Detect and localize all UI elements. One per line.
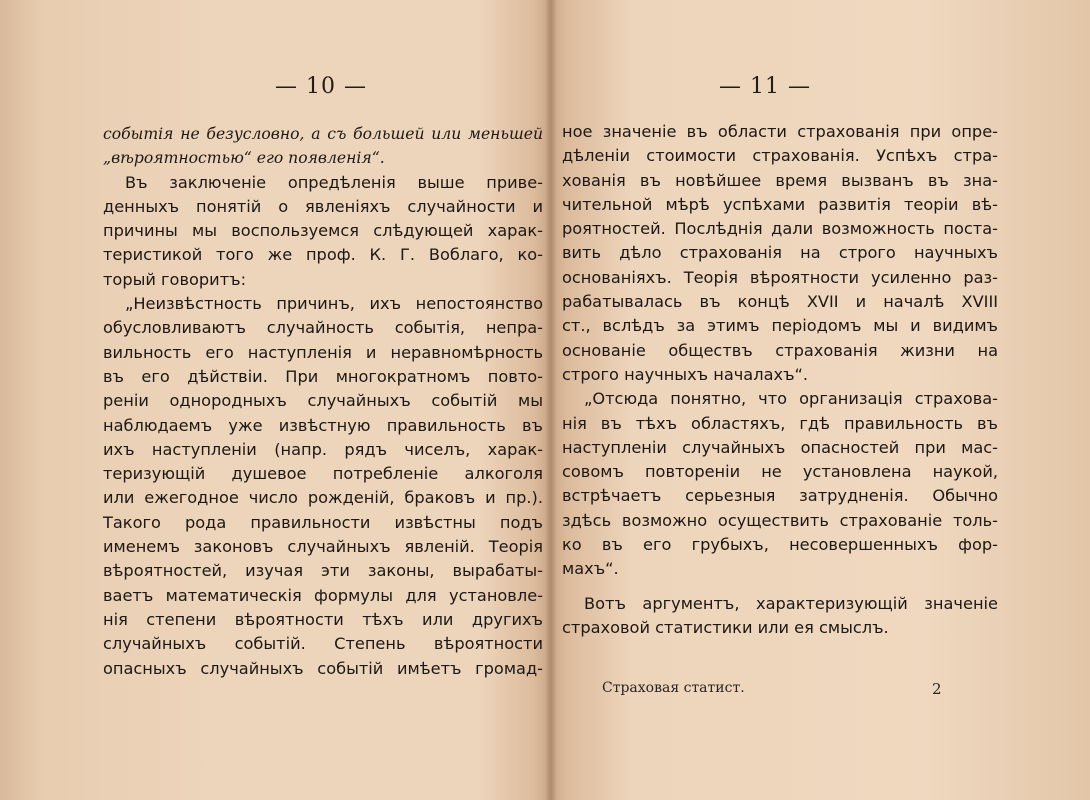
- left-page-text: [103, 122, 543, 681]
- text-line: ваетъ математическія формулы для установле-: [103, 585, 543, 605]
- text-line: наступленіи случайныхъ опасностей при мас-: [562, 437, 998, 457]
- right-page-number: — 11 —: [719, 74, 811, 99]
- text-line: обусловливаютъ случайность событія, непра-: [103, 318, 543, 338]
- left-page-number: — 10 —: [275, 74, 367, 99]
- text-line: вить дѣло страхованія на строго научныхъ: [562, 243, 998, 263]
- text-line: ное значеніе въ области страхованія при опре-: [562, 122, 998, 141]
- text-line: причины мы воспользуемся слѣдующей харак-: [103, 221, 543, 241]
- text-line: теризующій душевое потребленіе алкоголя: [103, 464, 543, 484]
- text-line: или ежегодное число рожденій, браковъ и пр.).: [103, 488, 543, 508]
- text-line: вѣроятностей, изучая эти законы, вырабаты-: [103, 561, 543, 581]
- text-line: „Отсюда понятно, что организація страхова-: [584, 389, 998, 409]
- text-line: денныхъ понятій о явленіяхъ случайности и: [103, 196, 543, 216]
- right-page-text: [562, 120, 998, 640]
- text-line: „Неизвѣстность причинъ, ихъ непостоянство: [125, 294, 543, 314]
- text-line: опасныхъ случайныхъ событій имѣетъ громад-: [103, 658, 543, 678]
- text-line: совомъ повтореніи не установлена наукой,: [562, 462, 998, 482]
- footer-sheet-number: 2: [932, 680, 942, 698]
- text-line: махъ“.: [562, 559, 619, 579]
- text-line: дѣленіи стоимости страхованія. Успѣхъ стра-: [562, 146, 998, 166]
- text-line: строго научныхъ началахъ“.: [562, 364, 809, 384]
- text-line: торый говоритъ:: [103, 269, 247, 289]
- text-line: вильность его наступленія и неравномѣрность: [103, 342, 543, 362]
- text-line: чительной мѣрѣ успѣхами развитія теоріи вѣ-: [562, 194, 998, 214]
- text-line: случайныхъ событій. Степень вѣроятности: [103, 634, 543, 654]
- text-line: въ его дѣйствіи. При многократномъ повто-: [103, 366, 543, 386]
- text-line: наблюдаемъ уже извѣстную правильность въ: [103, 415, 543, 435]
- text-line: событія не безусловно, а съ большей или меньшей: [103, 125, 543, 143]
- text-line: Такого рода правильности извѣстны подъ: [103, 512, 543, 532]
- text-line: здѣсь возможно осуществить страхованіе толь-: [562, 510, 998, 530]
- text-line: роятностей. Послѣднія дали возможность поста-: [562, 219, 998, 239]
- text-line: ко въ его грубыхъ, несовершенныхъ фор-: [562, 535, 998, 555]
- text-line: нія степени вѣроятности тѣхъ или другихъ: [103, 609, 543, 629]
- text-line: страховой статистики или ея смыслъ.: [562, 617, 889, 637]
- text-line: теристикой того же проф. К. Г. Воблаго, ко-: [103, 245, 543, 265]
- text-line: ст., вслѣдъ за этимъ періодомъ мы и видимъ: [562, 316, 998, 336]
- right-page: [552, 0, 1090, 800]
- text-line: реніи однородныхъ случайныхъ событій мы: [103, 391, 543, 411]
- text-line: встрѣчаетъ серьезныя затрудненія. Обычно: [562, 486, 998, 506]
- text-line: нія въ тѣхъ областяхъ, гдѣ правильность въ: [562, 413, 998, 433]
- text-line: хованія въ новѣйшее время вызванъ въ зна-: [562, 170, 998, 190]
- text-line: „вѣроятностью“ его появленія“.: [103, 149, 385, 168]
- footer-signature-title: Страховая статист.: [602, 680, 745, 696]
- text-line: рабатывалась въ концѣ XVII и началѣ XVIII: [562, 292, 998, 312]
- text-line: Въ заключеніе опредѣленія выше приве-: [125, 172, 543, 192]
- text-line: основаніяхъ. Теорія вѣроятности усиленно раз-: [562, 267, 998, 287]
- text-line: основаніе обществъ страхованія жизни на: [562, 340, 998, 360]
- text-line: ихъ наступленіи (напр. рядъ чиселъ, харак-: [103, 439, 543, 459]
- text-line: именемъ законовъ случайныхъ явленій. Теорія: [103, 537, 543, 557]
- text-line: Вотъ аргументъ, характеризующій значеніе: [584, 593, 998, 613]
